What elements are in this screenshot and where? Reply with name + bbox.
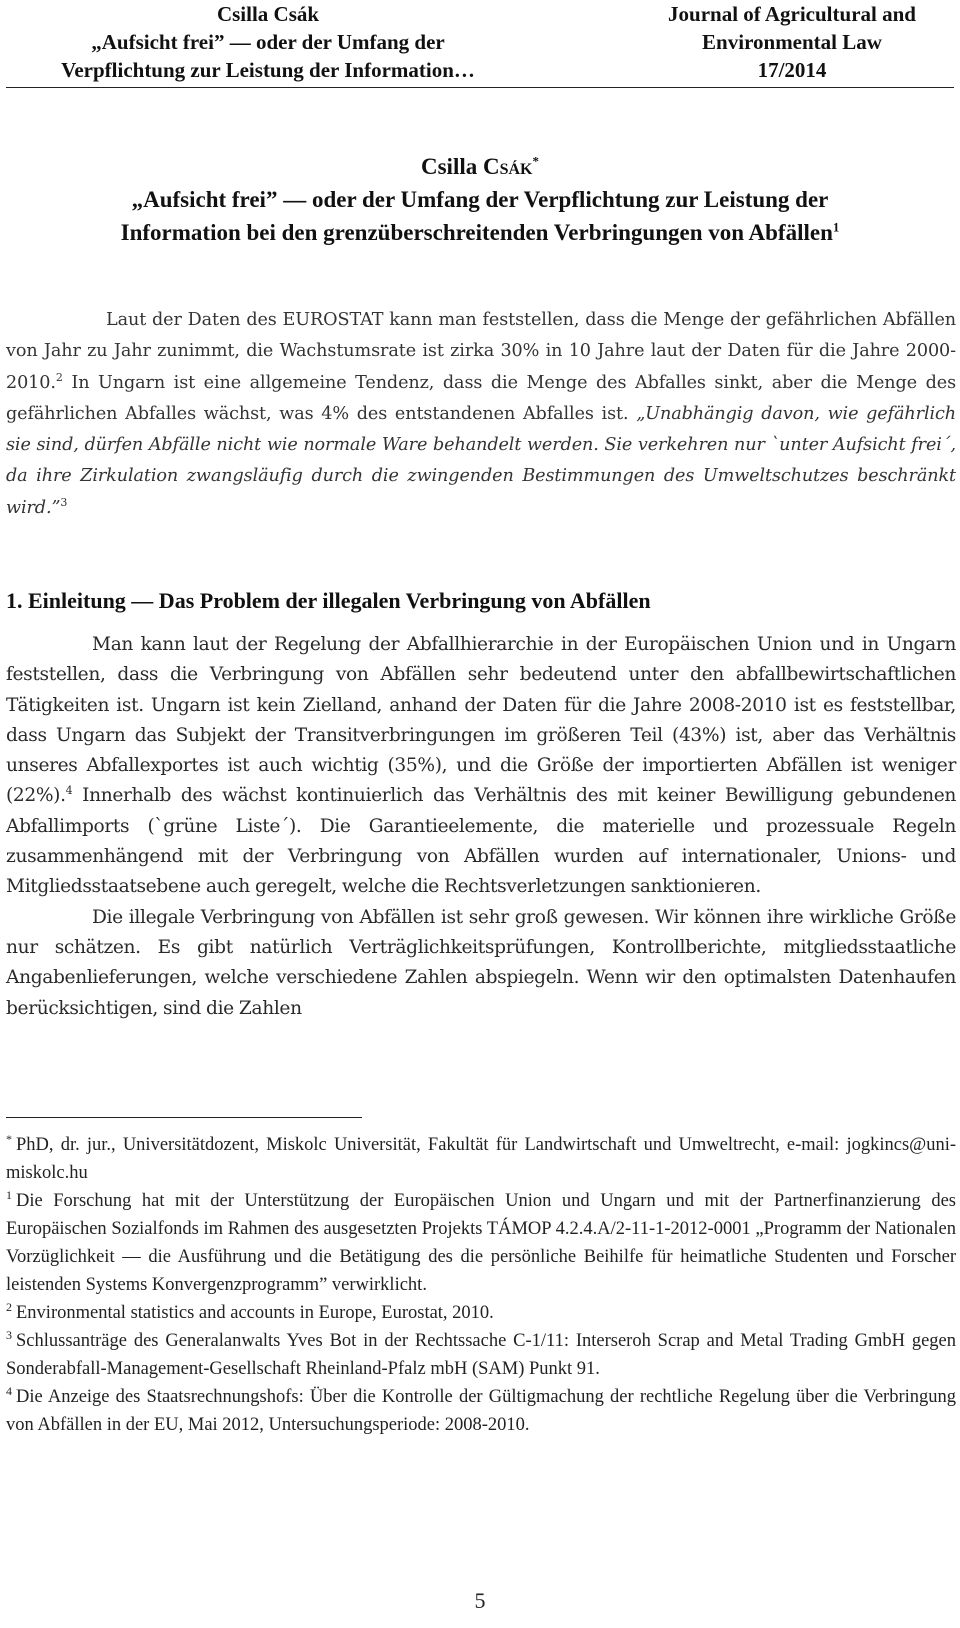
footnote-1 bbox=[6, 1187, 956, 1299]
header-author: Csilla Csák bbox=[216, 2, 320, 26]
footnote-text: Environmental statistics and accounts in Europe, Eurostat, 2010. bbox=[16, 1303, 494, 1323]
body-p1-text-b: Innerhalb des wächst kontinuierlich das Verhältnis des mit keiner Bewilligung gebundenen Abfallimports (`grüne Liste´). Die Garantieelemente, die materielle und prozessuale Regeln zusammenhängend mit der Verbringung von Abfällen wurden auf internationaler, Unions- und Mitgliedsstaatsebene auch geregelt, welche die Rechtsverletzungen sanktionieren. bbox=[6, 785, 956, 898]
abstract-paragraph bbox=[6, 305, 956, 524]
body-paragraph-1 bbox=[6, 630, 956, 903]
running-header-left bbox=[8, 0, 528, 84]
footnote-4 bbox=[6, 1383, 956, 1439]
footnote-text: PhD, dr. jur., Universitätdozent, Miskolc Universität, Fakultät für Landwirtschaft und Umweltrecht, e-mail: jogkincs@uni-miskolc.hu bbox=[6, 1135, 956, 1183]
author-last-name: Csák bbox=[482, 154, 533, 179]
footnote-ref-3: 3 bbox=[60, 495, 68, 509]
footnote-ref-2: 2 bbox=[55, 370, 63, 384]
abstract-text-b: In Ungarn ist eine allgemeine Tendenz, dass die Menge des Abfalles sinkt, aber die Menge des gefährlichen Abfalles wächst, was 4% des entstandenen Abfalles ist. bbox=[6, 372, 956, 424]
header-rule bbox=[6, 87, 954, 88]
footnote-text: Schlussanträge des Generalanwalts Yves Bot in der Rechtssache C-1/11: Interseroh Scrap and Metal Trading GmbH gegen Sonderabfall-Management-Gesellschaft Rheinland-Pfalz mbH (SAM) Punkt 91. bbox=[6, 1331, 956, 1379]
footnote-3 bbox=[6, 1327, 956, 1383]
section-heading: 1. Einleitung — Das Problem der illegalen Verbringung von Abfällen bbox=[6, 588, 651, 613]
title-footnote-mark: 1 bbox=[832, 219, 840, 235]
body-text bbox=[6, 630, 956, 1024]
article-title-line-2 bbox=[0, 216, 960, 249]
author-line bbox=[0, 150, 960, 183]
footnote-mark: 3 bbox=[6, 1327, 12, 1342]
header-issue: 17/2014 bbox=[757, 58, 827, 82]
footnote-ref-4: 4 bbox=[65, 784, 73, 798]
abstract-text-a: Laut der Daten des EUROSTAT kann man feststellen, dass die Menge der gefährlichen Abfällen von Jahr zu Jahr zunimmt, die Wachstumsrate ist zirka 30% in 10 Jahre laut der Daten für die Jahre 2000-2010. bbox=[6, 310, 956, 393]
running-header-right bbox=[632, 0, 952, 84]
footnote-mark: * bbox=[6, 1131, 12, 1146]
page-number: 5 bbox=[474, 1588, 486, 1613]
header-journal-1: Journal of Agricultural and bbox=[668, 2, 916, 26]
header-short-title-2: Verpflichtung zur Leistung der Information… bbox=[61, 58, 475, 82]
title-block bbox=[0, 150, 960, 249]
footnote-2 bbox=[6, 1299, 956, 1327]
footnote-separator bbox=[6, 1117, 362, 1118]
article-title-line-2-text: Information bei den grenzüberschreitenden Verbringungen von Abfällen bbox=[120, 220, 833, 245]
header-short-title-1: „Aufsicht frei” — oder der Umfang der bbox=[91, 30, 445, 54]
abstract bbox=[6, 305, 956, 524]
author-first-name: Csilla bbox=[421, 154, 478, 179]
article-title-line-1: „Aufsicht frei” — oder der Umfang der Verpflichtung zur Leistung der bbox=[131, 187, 829, 212]
footnote-mark: 1 bbox=[6, 1187, 12, 1202]
header-journal-2: Environmental Law bbox=[702, 30, 882, 54]
footnote-mark: 2 bbox=[6, 1299, 12, 1314]
footnote-text: Die Forschung hat mit der Unterstützung der Europäischen Union und Ungarn und mit der Partnerfinanzierung des Europäischen Sozialfonds im Rahmen des ausgesetzten Projekts TÁMOP 4.2.4.A/2-11-1-2012-0001 „Programm der Nationalen Vorzüglichkeit — die Ausführung und die Betätigung des die persönliche Beihilfe für heimatliche Studenten und Forscher leistenden Systems Konvergenzprogramm” verwirklicht. bbox=[6, 1191, 956, 1295]
author-footnote-mark: * bbox=[532, 153, 539, 169]
footnote-text: Die Anzeige des Staatsrechnungshofs: Über die Kontrolle der Gültigmachung der rechtliche Regelung über die Verbringung von Abfällen in der EU, Mai 2012, Untersuchungsperiode: 2008-2010. bbox=[6, 1387, 956, 1435]
footnotes bbox=[6, 1131, 956, 1439]
body-paragraph-2: Die illegale Verbringung von Abfällen ist sehr groß gewesen. Wir können ihre wirkliche Größe nur schätzen. Es gibt natürlich Verträglichkeitsprüfungen, Kontrollberichte, mitgliedsstaatliche Angabenlieferungen, welche verschiedene Zahlen abspiegeln. Wenn wir den optimalsten Datenhaufen berücksichtigen, sind die Zahlen bbox=[6, 906, 956, 1019]
footnote-mark: 4 bbox=[6, 1383, 12, 1398]
footnote-author bbox=[6, 1131, 956, 1187]
body-p1-text-a: Man kann laut der Regelung der Abfallhierarchie in der Europäischen Union und in Ungarn feststellen, dass die Verbringung von Abfällen sehr bedeutend unter den abfallbewirtschaftlichen Tätigkeiten ist. Ungarn ist kein Zielland, anhand der Daten für die Jahre 2008-2010 ist es feststellbar, dass Ungarn das Subjekt der Transitverbringungen im größeren Teil (43%) ist, aber das Verhältnis unseres Abfallexportes ist auch wichtig (35%), und die Größe der importierten Abfällen ist weniger (22%). bbox=[6, 634, 956, 807]
abstract-quote: „Unabhängig davon, wie gefährlich sie sind, dürfen Abfälle nicht wie normale Ware behandelt werden. Sie verkehren nur `unter Aufsicht frei´, da ihre Zirkulation zwangsläufig durch die zwingenden Bestimmungen des Umweltschutzes beschränkt wird.” bbox=[6, 403, 956, 518]
